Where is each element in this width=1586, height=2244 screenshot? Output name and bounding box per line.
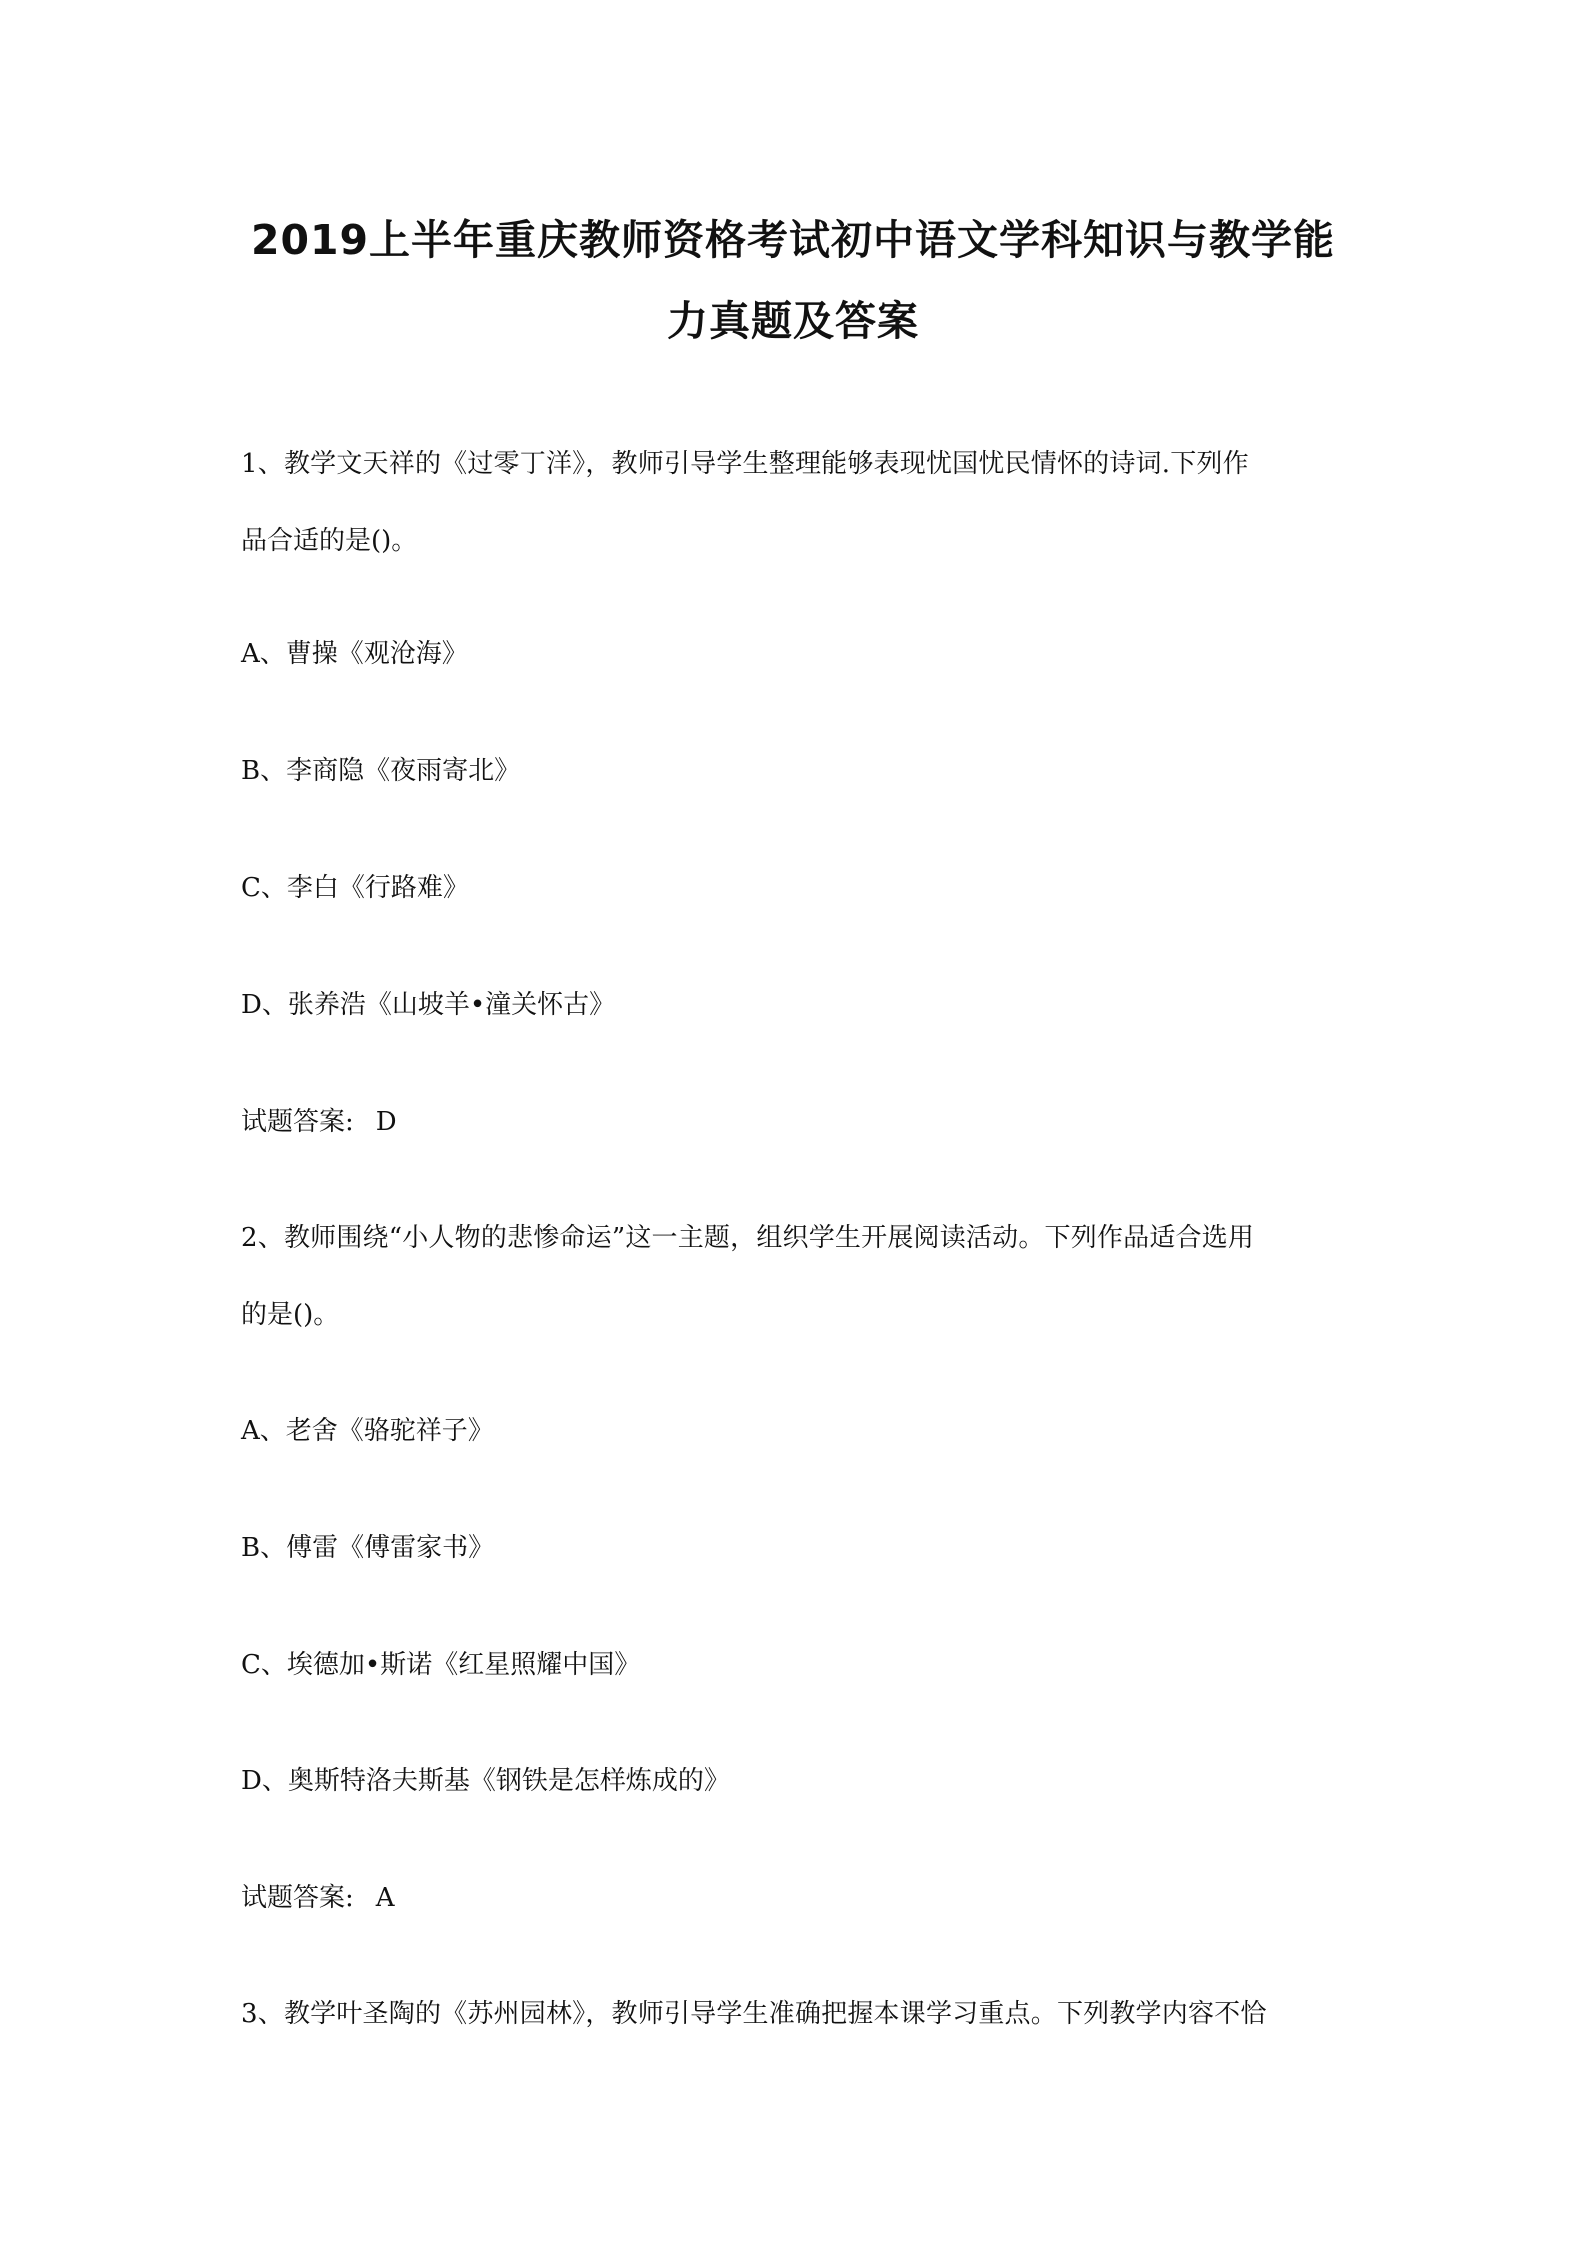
question-2-option-b: B、傅雷《傅雷家书》 (241, 1533, 495, 1563)
question-1-option-d: D、张养浩《山坡羊•潼关怀古》 (241, 990, 616, 1020)
question-2-option-d: D、奥斯特洛夫斯基《钢铁是怎样炼成的》 (241, 1766, 730, 1796)
document-title-line-1: 2019上半年重庆教师资格考试初中语文学科知识与教学能 (250, 216, 1336, 264)
question-2-stem-line-2: 的是()。 (241, 1300, 340, 1330)
question-2-answer (241, 1881, 395, 1915)
question-1-stem-line-1: 1、教学文天祥的《过零丁洋》，教师引导学生整理能够表现忧国忧民情怀的诗词.下列作 (241, 449, 1249, 479)
question-2-answer-value: A (375, 1883, 395, 1913)
question-1-answer-value: D (375, 1107, 397, 1137)
question-2-option-c: C、埃德加•斯诺《红星照耀中国》 (241, 1650, 641, 1680)
question-2-option-a: A、老舍《骆驼祥子》 (241, 1416, 494, 1446)
question-3-stem-line-1: 3、教学叶圣陶的《苏州园林》，教师引导学生准确把握本课学习重点。下列教学内容不恰 (241, 1999, 1267, 2029)
question-1-option-b: B、李商隐《夜雨寄北》 (241, 756, 521, 786)
question-2-stem-line-1: 2、教师围绕“小人物的悲惨命运”这一主题，组织学生开展阅读活动。下列作品适合选用 (241, 1223, 1255, 1253)
document-title-line-2: 力真题及答案 (667, 297, 919, 345)
question-1-answer (241, 1105, 397, 1139)
question-1-stem-line-2: 品合适的是()。 (241, 526, 418, 556)
answer-label: 试题答案: (241, 1883, 354, 1913)
answer-label: 试题答案: (241, 1107, 354, 1137)
question-1-option-a: A、曹操《观沧海》 (241, 639, 468, 669)
question-1-option-c: C、李白《行路难》 (241, 873, 469, 903)
